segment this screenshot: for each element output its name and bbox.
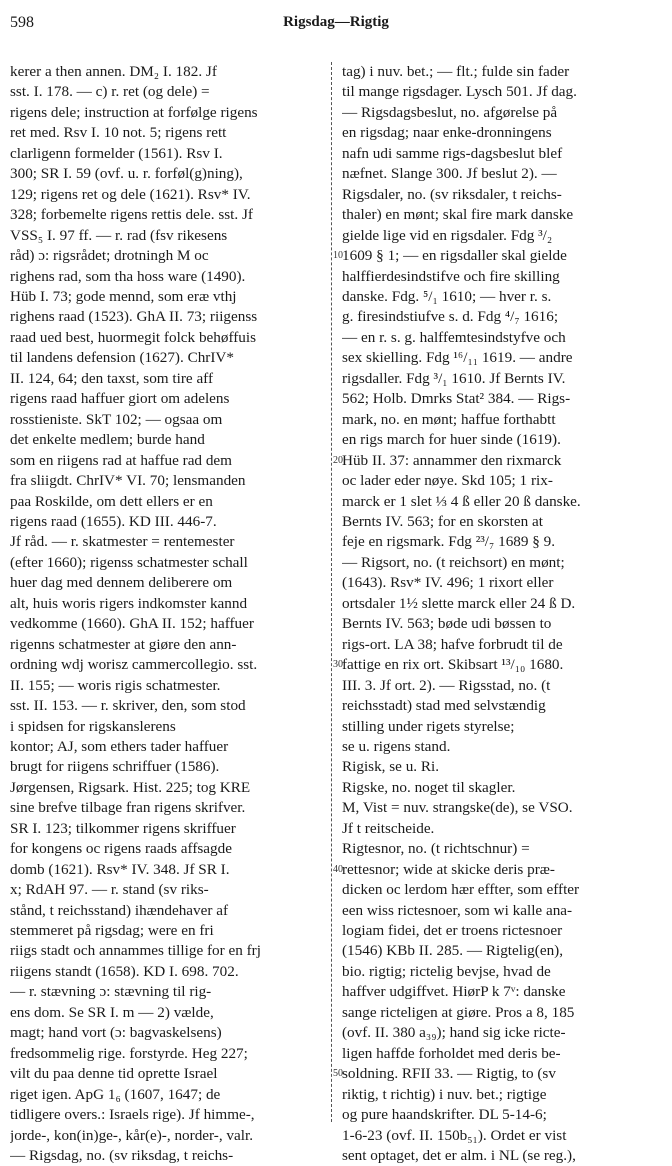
text-line: Rigsdaler, no. (sv riksdaler, t reichs- [342,185,562,203]
text-line: for kongens oc rigens raads affsagde [10,840,232,858]
text-line: 1609 § 1; — en rigsdaller skal gielde [342,247,567,265]
text-line: 328; forbemelte rigens rettis dele. sst. Jf [10,206,253,224]
text-line: domb (1621). Rsv* IV. 348. Jf SR I. [10,860,230,878]
text-line: det enkelte medlem; burde hand [10,431,205,449]
text-line: (efter 1660); rigenss schatmester schall [10,553,248,571]
text-line: stånd, t reichsstand) ihændehaver af [10,901,229,919]
text-line: soldning. RFII 33. — Rigtig, to (sv [342,1065,556,1083]
text-line: paa Roskilde, om dett ellers er en [10,492,213,510]
text-line: stilling under rigets styrelse; [342,717,515,735]
text-line: tag) i nuv. bet.; — flt.; fulde sin fader [342,63,570,80]
text-line: Hüb II. 37: annammer den rixmarck [342,451,562,469]
text-line: II. 124, 64; den taxst, som tire aff [10,369,214,387]
text-line: haffver udgiffvet. HiørP k 7ᵛ: danske [342,983,566,1001]
line-marker: 10 [333,250,343,262]
text-line: Jf råd. — r. skatmester = rentemester [10,533,235,551]
text-line: Rigtesnor, no. (t richtschnur) = [342,840,530,858]
text-line: huer dag med dennem deliberere om [10,574,233,592]
left-column [10,62,328,1166]
text-line: 300; SR I. 59 (ovf. u. r. forføl(g)ning), [10,165,243,183]
text-line: III. 3. Jf ort. 2). — Rigsstad, no. (t [342,676,551,694]
right-column [342,62,660,1166]
text-line: riget igen. ApG 1₆ (1607, 1647; de [10,1085,221,1103]
text-line: — Rigsdagsbeslut, no. afgørelse på [342,103,558,121]
text-line: brugt for riigens schriffuer (1586). [10,758,220,776]
text-line: råd) ɔ: rigsrådet; drotningh M oc [10,247,209,265]
text-line: fra sliigdt. ChrIV* VI. 70; lensmanden [10,472,246,490]
text-line: (1546) KBb II. 285. — Rigtelig(en), [342,942,564,960]
text-line: Rigske, no. noget til skagler. [342,778,516,796]
text-line: sent optaget, det er alm. i NL (se reg.), [342,1147,576,1165]
text-line: een wiss rictesnoer, som wi kalle ana- [342,901,573,919]
text-line: halffierdesindstifve och fire skilling [342,267,560,285]
text-line: (ovf. II. 380 a₃₉); hand sig icke ricte- [342,1024,566,1042]
text-line: Rigisk, se u. Ri. [342,758,440,776]
text-line: til landens defension (1627). ChrIV* [10,349,234,367]
text-line: g. firesindstiufve s. d. Fdg ⁴/₇ 1616; [342,308,559,326]
text-line: magt; hand vort (ɔ: bagvaskelsens) [10,1024,222,1042]
text-line: SR I. 123; tilkommer rigens skriffuer [10,819,236,837]
text-line: rosstieniste. SkT 102; — ogsaa om [10,410,223,428]
text-line: 562; Holb. Dmrks Stat² 384. — Rigs- [342,390,571,408]
text-line: Bernts IV. 563; for en skorsten at [342,512,543,530]
text-line: kerer a then annen. DM₂ I. 182. Jf [10,63,217,80]
text-line: 129; rigens ret og dele (1621). Rsv* IV. [10,185,251,203]
text-line: dicken oc lerdom hær effter, som effter [342,881,580,899]
text-line: gielde lige vid en rigsdaler. Fdg ³/₂ [342,226,553,244]
text-line: rigenns schatmester at giøre den ann- [10,635,237,653]
text-line: M, Vist = nuv. strangske(de), se VSO. [342,799,573,817]
text-line: clarligenn formelder (1561). Rsv I. [10,144,223,162]
text-line: thaler) en mønt; skal fire mark danske [342,206,574,224]
text-line: righens raad (1523). GhA II. 73; riigenss [10,308,258,326]
text-line: rigens raad (1655). KD III. 446-7. [10,512,217,530]
text-line: x; RdAH 97. — r. stand (sv riks- [10,881,209,899]
page-number: 598 [10,14,34,31]
text-line: en rigsdag; naar enke-dronningens [342,124,552,142]
text-line: næfnet. Slange 300. Jf beslut 2). — [342,165,557,183]
text-line: rigsdaller. Fdg ³/₁ 1610. Jf Bernts IV. [342,369,566,387]
text-line: — r. stævning ɔ: stævning til rig- [10,983,212,1001]
text-line: — Rigsdag, no. (sv riksdag, t reichs- [10,1147,234,1165]
text-line: til mange rigsdager. Lysch 501. Jf dag. [342,83,577,101]
text-line: sst. I. 178. — c) r. ret (og dele) = [10,83,210,101]
text-line: Hüb I. 73; gode mennd, som eræ vthj [10,287,237,305]
text-line: VSS₅ I. 97 ff. — r. rad (fsv rikesens [10,226,228,244]
text-line: II. 155; — woris rigis schatmester. [10,676,221,694]
line-marker: 30 [333,659,343,671]
text-line: jorde-, kon(in)ge-, kår(e)-, norder-, valr. [10,1126,254,1144]
text-line: (1643). Rsv* IV. 496; 1 rixort eller [342,574,554,592]
text-line: Jf t reitscheide. [342,819,435,837]
line-marker: 50 [333,1068,343,1080]
text-line: ligen haffde forholdet med deris be- [342,1044,561,1062]
text-line: feje en rigsmark. Fdg ²³/₇ 1689 § 9. [342,533,556,551]
text-line: i spidsen for rigskanslerens [10,717,176,735]
text-line: — en r. s. g. halffemtesindstyfve och [342,328,566,346]
text-line: en rigs march for huer sinde (1619). [342,431,561,449]
column-divider [331,62,332,1122]
text-line: og pure haandskrifter. DL 5-14-6; [342,1106,547,1124]
text-line: ret med. Rsv I. 10 not. 5; rigens rett [10,124,227,142]
line-marker: 20 [333,454,343,466]
text-line: marck er 1 slet ⅓ 4 ß eller 20 ß danske. [342,492,581,510]
text-line: som en riigens rad at haffue rad dem [10,451,232,469]
text-line: rettesnor; wide at skicke deris præ- [342,860,555,878]
text-line: logiam fidei, det er troens rictesnoer [342,922,563,940]
line-marker: 40 [333,863,343,875]
text-line: riigens standt (1658). KD I. 698. 702. [10,962,239,980]
text-line: fredsommelig rige. forstyrde. Heg 227; [10,1044,248,1062]
text-line: Bernts IV. 563; bøde udi bøssen to [342,615,552,633]
text-line: mark, no. en mønt; haffue forthabtt [342,410,556,428]
text-line: Jørgensen, Rigsark. Hist. 225; tog KRE [10,778,251,796]
text-line: tidligere overs.: Israels rige). Jf himme-, [10,1106,255,1124]
text-line: sst. II. 153. — r. skriver, den, som stod [10,697,246,715]
text-line: fattige en rix ort. Skibsart ¹³/₁₀ 1680. [342,656,564,674]
text-line: raad ued best, huormegit folck behøffuis [10,328,257,346]
text-line: vedkomme (1660). GhA II. 152; haffuer [10,615,254,633]
text-line: — Rigsort, no. (t reichsort) en mønt; [342,553,565,571]
page-header [0,14,672,38]
text-line: bio. rigtig; rictelig bevjse, hvad de [342,962,551,980]
text-line: alt, huis woris rigers indkomster kannd [10,594,248,612]
text-line: rigs-ort. LA 38; hafve forbrudt til de [342,635,563,653]
text-line: righens rad, som tha hoss ware (1490). [10,267,246,285]
text-line: danske. Fdg. ⁵/₁ 1610; — hver r. s. [342,287,552,305]
text-line: oc lader eder nøye. Skd 105; 1 rix- [342,472,553,490]
text-line: kontor; AJ, som ethers tader haffuer [10,737,229,755]
text-line: sex skielling. Fdg ¹⁶/₁₁ 1619. — andre [342,349,573,367]
text-line: nafn udi samme rigs-dagsbeslut blef [342,144,563,162]
text-line: riigs stadt och annammes tillige for en frj [10,942,261,960]
text-line: riktig, t richtig) i nuv. bet.; rigtige [342,1085,547,1103]
text-line: rigens dele; instruction at forfølge rigens [10,103,258,121]
text-line: sange ricteligen at giøre. Pros a 8, 185 [342,1003,575,1021]
text-line: reichsstadt) stad med selvstændig [342,697,546,715]
text-line: 1-6-23 (ovf. II. 150b₅₁). Ordet er vist [342,1126,567,1144]
text-line: se u. rigens stand. [342,737,451,755]
running-title: Rigsdag—Rigtig [283,14,389,30]
text-line: stemmeret på rigsdag; were en fri [10,922,214,940]
text-line: ordning wdj worisz cammercollegio. sst. [10,656,258,674]
text-line: vilt du paa denne tid oprette Israel [10,1065,218,1083]
text-line: sine brefve tilbage fran rigens skrifver. [10,799,246,817]
text-line: rigens raad haffuer giort om adelens [10,390,230,408]
text-line: ortsdaler 1½ slette marck eller 24 ß D. [342,594,576,612]
text-line: ens dom. Se SR I. m — 2) vælde, [10,1003,214,1021]
